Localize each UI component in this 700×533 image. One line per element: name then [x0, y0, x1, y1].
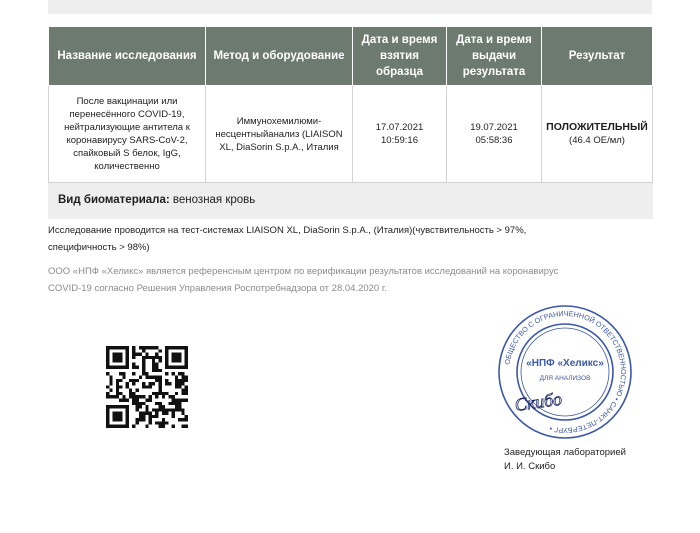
reference-line-1: ООО «НПФ «Хеликс» является референсным центром по верификации результатов исследований на коронавирус: [48, 266, 559, 277]
signer-title: Заведующая лабораторией: [504, 447, 626, 458]
cell-sample-date: [353, 86, 447, 183]
table-header-row: [49, 27, 653, 86]
result-status: ПОЛОЖИТЕЛЬНЫЙ: [546, 121, 648, 133]
biomaterial-value: венозная кровь: [172, 194, 256, 206]
sample-date: 17.07.2021: [375, 122, 424, 133]
cell-result: [542, 86, 653, 183]
header-result: Результат: [542, 27, 653, 86]
stamp-outer-ring: [499, 306, 631, 438]
biomaterial-label: Вид биоматериала:: [58, 194, 170, 206]
test-systems-note: [48, 222, 652, 256]
stamp-outer-text: ОБЩЕСТВО С ОГРАНИЧЕННОЙ ОТВЕТСТВЕННОСТЬЮ • САНКТ-ПЕТЕРБУРГ •: [502, 308, 629, 436]
study-name: После вакцинации или перенесённого COVID-19, нейтрализующие антитела к коронавирусу SARS-CoV-2, спайковый S белок, IgG, количественно: [64, 96, 190, 172]
top-band: [48, 0, 652, 14]
issue-time: 05:58:36: [475, 135, 513, 146]
lab-stamp: [497, 304, 633, 440]
reference-note: [48, 263, 652, 297]
method-name: Иммунохемилюми-несцентныйанализ (LIAISON XL, DiaSorin S.p.A., Италия: [215, 115, 343, 153]
signer-name: И. И. Скибо: [504, 461, 556, 472]
stamp-center-line-2: ДЛЯ АНАЛИЗОВ: [539, 375, 591, 382]
results-table: [48, 26, 653, 219]
cell-study: [49, 86, 206, 183]
signer-block: [504, 446, 626, 474]
stamp-company-name: «НПФ «Хеликс»: [526, 358, 604, 369]
cell-method: [206, 86, 353, 183]
signature: Скибо: [513, 388, 564, 415]
reference-line-2: COVID-19 согласно Решения Управления Роспотребнадзора от 28.04.2020 г.: [48, 283, 387, 294]
test-systems-line-1: Исследование проводится на тест-системах LIAISON XL, DiaSorin S.p.A., (Италия)(чувствительность > 97%,: [48, 225, 527, 236]
header-study: Название исследования: [49, 27, 206, 86]
cell-issue-date: [447, 86, 542, 183]
sample-time: 10:59:16: [381, 135, 418, 146]
biomaterial-row: [49, 183, 653, 219]
qr-code: [106, 346, 188, 428]
result-value: (46.4 ОЕ/мл): [569, 135, 625, 146]
issue-date: 19.07.2021: [470, 122, 518, 133]
test-systems-line-2: специфичность > 98%): [48, 242, 150, 253]
cell-biomaterial: [49, 183, 653, 219]
header-sample-date: Дата и время взятия образца: [353, 27, 447, 86]
header-issue-date: Дата и время выдачи результата: [447, 27, 542, 86]
header-method: Метод и оборудование: [206, 27, 353, 86]
table-row: [49, 86, 653, 183]
